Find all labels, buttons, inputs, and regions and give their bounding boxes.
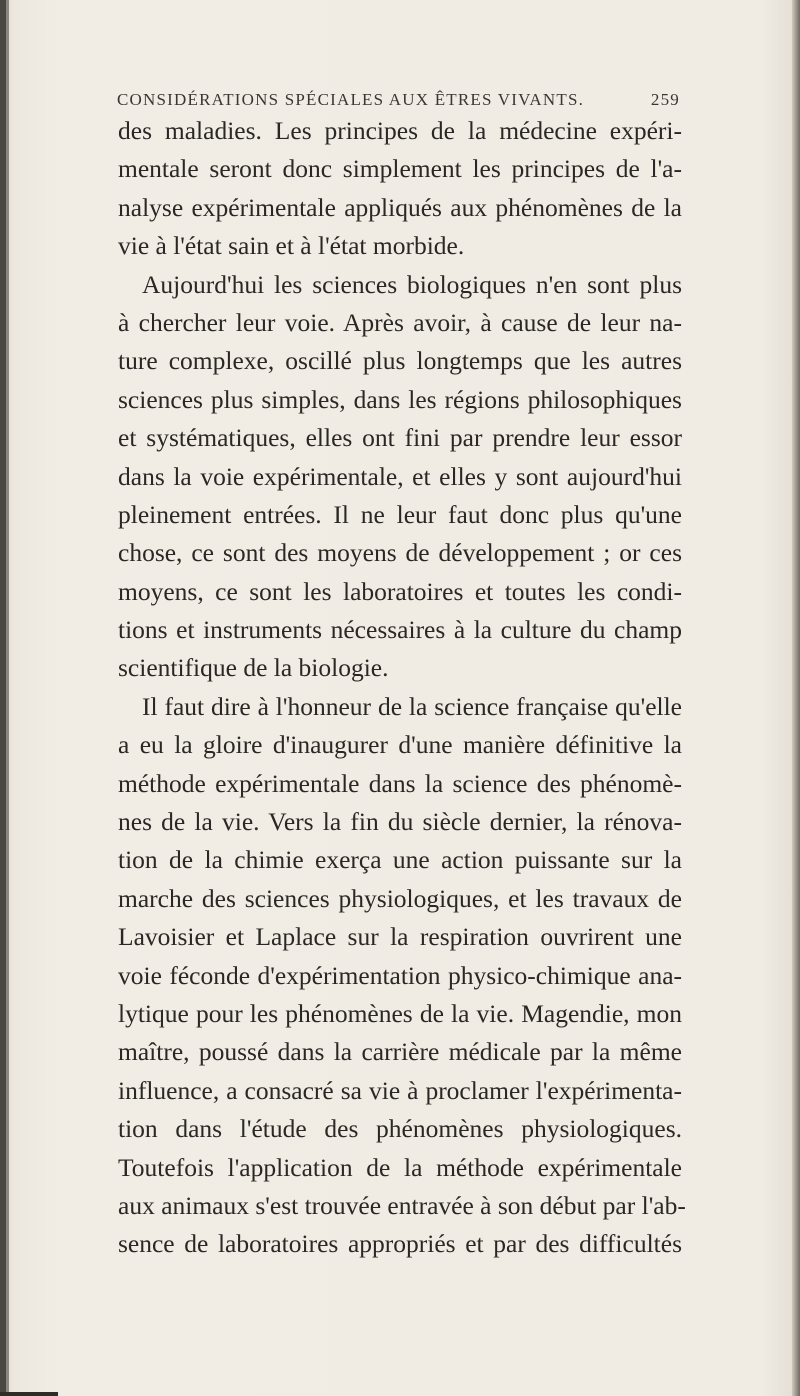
text-line: scientifique de la biologie. — [118, 653, 389, 683]
text-line: sence de laboratoires appropriés et par des difficultés — [118, 1229, 682, 1259]
text-line: a eu la gloire d'inaugurer d'une manière définitive la — [118, 730, 682, 760]
text-line: mentale seront donc simplement les principes de l'a- — [118, 154, 682, 184]
paragraph-first-line: Il faut dire à l'honneur de la science française qu'elle — [142, 691, 682, 721]
page-number: 259 — [650, 90, 680, 109]
text-line: vie à l'état sain et à l'état morbide. — [118, 231, 465, 261]
text-line: tion dans l'étude des phénomènes physiologiques. — [118, 1114, 682, 1144]
text-line: chose, ce sont des moyens de développement ; or ces — [118, 538, 682, 568]
running-title: CONSIDÉRATIONS SPÉCIALES AUX ÊTRES VIVANTS. — [117, 90, 585, 109]
text-line: marche des sciences physiologiques, et les travaux de — [118, 883, 682, 913]
body-text — [118, 112, 686, 1264]
text-line: influence, a consacré sa vie à proclamer l'expérimenta- — [118, 1075, 682, 1105]
page-edge-shadow — [792, 0, 800, 1396]
text-line: méthode expérimentale dans la science des phénomè- — [118, 768, 682, 798]
text-line: tion de la chimie exerça une action puissante sur la — [118, 845, 682, 875]
text-line: sciences plus simples, dans les régions philosophiques — [118, 384, 682, 414]
text-line: ture complexe, oscillé plus longtemps que les autres — [118, 346, 682, 376]
text-line: aux animaux s'est trouvée entravée à son début par l'ab- — [118, 1190, 686, 1220]
text-line: voie féconde d'expérimentation physico-chimique ana- — [118, 960, 682, 990]
text-line: maître, poussé dans la carrière médicale par la même — [118, 1037, 682, 1067]
text-line: et systématiques, elles ont fini par prendre leur essor — [118, 423, 682, 453]
text-line: nalyse expérimentale appliqués aux phénomènes de la — [118, 192, 682, 222]
text-line: des maladies. Les principes de la médecine expéri- — [118, 116, 682, 145]
text-line: moyens, ce sont les laboratoires et toutes les condi- — [118, 576, 682, 606]
text-line: pleinement entrées. Il ne leur faut donc plus qu'une — [118, 499, 682, 529]
paragraph-first-line: Aujourd'hui les sciences biologiques n'en sont plus — [142, 269, 682, 299]
binding-edge — [6, 0, 9, 1396]
binding-corner-mark — [0, 1392, 58, 1396]
text-line: lytique pour les phénomènes de la vie. Magendie, mon — [118, 998, 682, 1028]
text-line: Toutefois l'application de la méthode expérimentale — [118, 1152, 682, 1182]
text-line: Lavoisier et Laplace sur la respiration ouvrirent une — [118, 922, 682, 952]
text-line: dans la voie expérimentale, et elles y sont aujourd'hui — [118, 461, 682, 491]
text-line: à chercher leur voie. Après avoir, à cause de leur na- — [118, 307, 682, 337]
text-line: tions et instruments nécessaires à la culture du champ — [118, 615, 682, 645]
text-line: nes de la vie. Vers la fin du siècle dernier, la rénova- — [118, 807, 682, 837]
